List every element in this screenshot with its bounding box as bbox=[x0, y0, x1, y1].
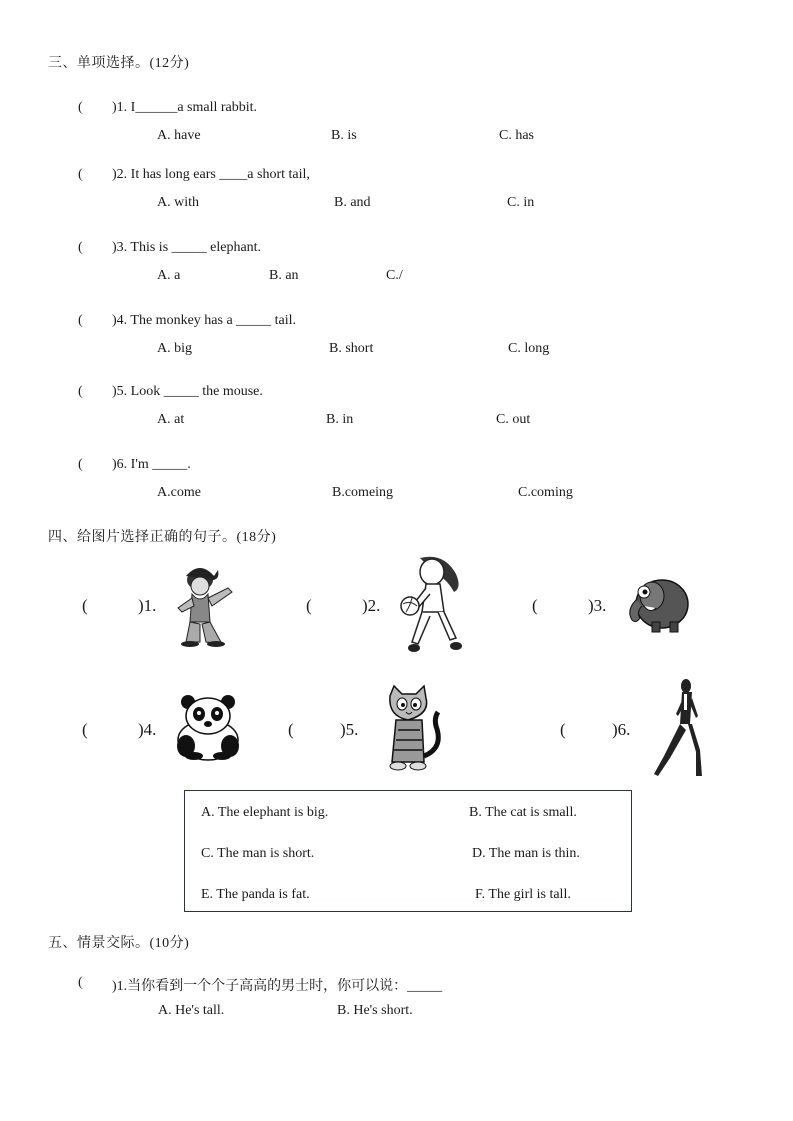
option-b[interactable]: B. an bbox=[269, 268, 299, 283]
question-stem: )2. It has long ears ____a short tail, bbox=[112, 167, 310, 182]
option-c[interactable]: C. has bbox=[499, 128, 534, 143]
section-5-title: 五、情景交际。(10分) bbox=[48, 936, 190, 951]
section-3-title: 三、单项选择。(12分) bbox=[48, 56, 190, 71]
answer-paren[interactable]: ( bbox=[78, 313, 83, 328]
answer-paren[interactable]: ( bbox=[78, 384, 83, 399]
answer-paren[interactable]: ( bbox=[532, 596, 538, 615]
section-4-title: 四、给图片选择正确的句子。(18分) bbox=[48, 530, 277, 545]
answer-paren[interactable]: ( bbox=[78, 240, 83, 255]
elephant-icon bbox=[622, 574, 690, 636]
sentence-d: D. The man is thin. bbox=[472, 846, 580, 861]
option-a[interactable]: A. at bbox=[157, 412, 185, 427]
sentence-c: C. The man is short. bbox=[201, 846, 315, 861]
option-b[interactable]: B. He's short. bbox=[337, 1003, 413, 1018]
question-stem: )6. I'm _____. bbox=[112, 457, 191, 472]
answer-paren[interactable]: ( bbox=[306, 596, 312, 615]
option-b[interactable]: B. in bbox=[326, 412, 354, 427]
picture-4-label: )4. bbox=[138, 720, 157, 739]
panda-icon bbox=[174, 694, 242, 760]
option-a[interactable]: A.come bbox=[157, 485, 201, 500]
answer-paren[interactable]: ( bbox=[288, 720, 294, 739]
option-b[interactable]: B. is bbox=[331, 128, 357, 143]
answer-paren[interactable]: ( bbox=[78, 457, 83, 472]
sentence-e: E. The panda is fat. bbox=[201, 887, 310, 902]
picture-2-label: )2. bbox=[362, 596, 381, 615]
thin-man-icon bbox=[650, 678, 702, 780]
option-c[interactable]: C.coming bbox=[518, 485, 573, 500]
answer-paren[interactable]: ( bbox=[78, 975, 83, 990]
answer-paren[interactable]: ( bbox=[560, 720, 566, 739]
answer-paren[interactable]: ( bbox=[82, 720, 88, 739]
girl-volleyball-icon bbox=[398, 554, 468, 658]
question-stem: )4. The monkey has a _____ tail. bbox=[112, 313, 297, 328]
answer-paren[interactable]: ( bbox=[78, 100, 83, 115]
option-a[interactable]: A. big bbox=[157, 341, 192, 356]
option-b[interactable]: B. and bbox=[334, 195, 371, 210]
question-stem: )5. Look _____ the mouse. bbox=[112, 384, 263, 399]
option-c[interactable]: C./ bbox=[386, 268, 403, 283]
sentence-f: F. The girl is tall. bbox=[475, 887, 571, 902]
option-b[interactable]: B.comeing bbox=[332, 485, 394, 500]
cat-icon bbox=[378, 686, 446, 776]
option-c[interactable]: C. out bbox=[496, 412, 531, 427]
option-b[interactable]: B. short bbox=[329, 341, 374, 356]
answer-paren[interactable]: ( bbox=[78, 167, 83, 182]
option-a[interactable]: A. with bbox=[157, 195, 199, 210]
option-a[interactable]: A. have bbox=[157, 128, 201, 143]
picture-1-label: )1. bbox=[138, 596, 157, 615]
question-stem: )3. This is _____ elephant. bbox=[112, 240, 262, 255]
sentence-options-box bbox=[184, 790, 632, 912]
picture-6-label: )6. bbox=[612, 720, 631, 739]
picture-3-label: )3. bbox=[588, 596, 607, 615]
picture-5-label: )5. bbox=[340, 720, 359, 739]
option-a[interactable]: A. a bbox=[157, 268, 181, 283]
sentence-b: B. The cat is small. bbox=[469, 805, 577, 820]
sentence-a: A. The elephant is big. bbox=[201, 805, 329, 820]
option-c[interactable]: C. in bbox=[507, 195, 535, 210]
question-stem: )1. I______a small rabbit. bbox=[112, 100, 258, 115]
answer-paren[interactable]: ( bbox=[82, 596, 88, 615]
question-stem: )1.当你看到一个个子高高的男士时，你可以说：_____ bbox=[112, 979, 443, 994]
dwarf-icon bbox=[172, 564, 244, 648]
option-a[interactable]: A. He's tall. bbox=[158, 1003, 225, 1018]
option-c[interactable]: C. long bbox=[508, 341, 550, 356]
